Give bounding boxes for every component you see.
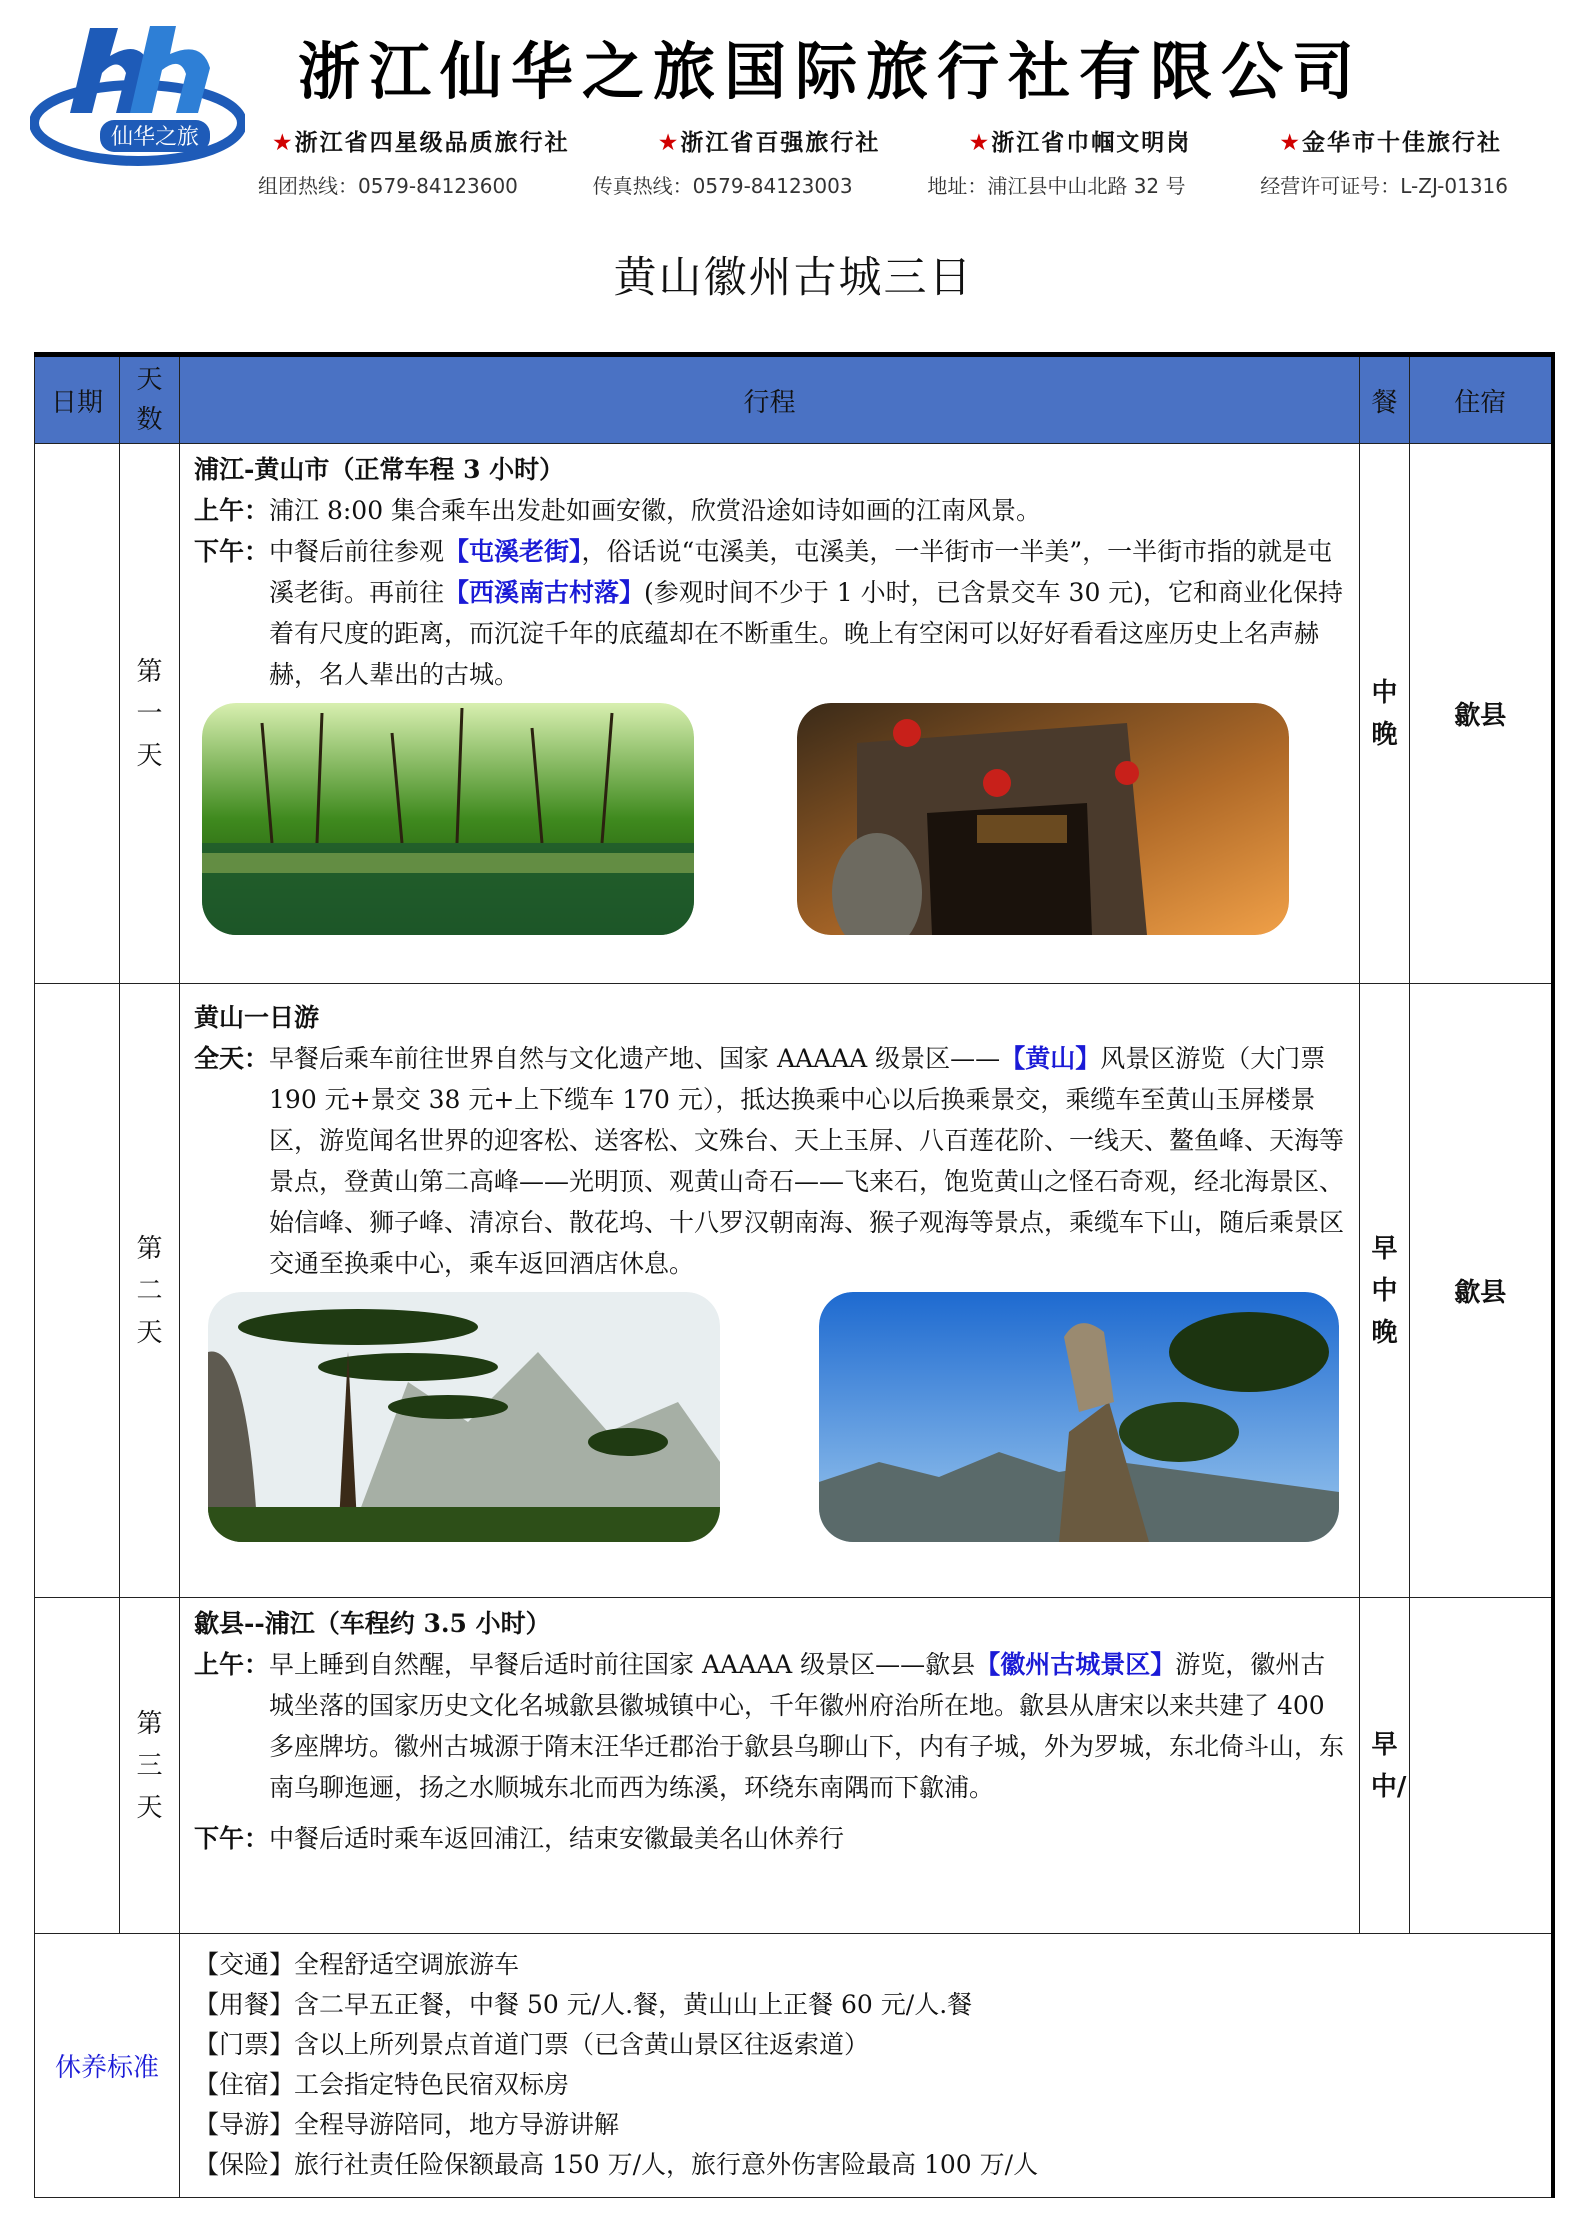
letterhead: [0, 0, 1587, 200]
day-label: 第二天: [120, 984, 180, 1598]
flying-rock-photo: [819, 1292, 1339, 1542]
day-meals: 早中/: [1360, 1598, 1410, 1934]
star-icon: ★: [657, 130, 681, 156]
attraction-xixinan-village: 【西溪南古村落】: [444, 578, 645, 607]
day-title: 浦江-黄山市（正常车程 3 小时）: [194, 455, 565, 484]
day-lodging: 歙县: [1410, 444, 1553, 984]
afternoon-label: 下午：: [194, 1824, 270, 1853]
day-lodging: [1410, 1598, 1553, 1934]
day-content: [180, 444, 1360, 984]
day1-photos: [194, 703, 1349, 935]
contact-fax: 传真热线：0579-84123003: [592, 174, 853, 198]
itinerary-table: [34, 352, 1555, 2198]
page-title: 黄山徽州古城三日: [613, 253, 974, 303]
table-row: [35, 444, 1553, 984]
morning-paragraph: 上午： 浦江 8:00 集合乘车出发赴如画安徽，欣赏沿途如诗如画的江南风景。: [194, 490, 1349, 531]
welcoming-pine-photo: [208, 1292, 720, 1542]
afternoon-label: 下午：: [194, 537, 270, 566]
attraction-tunxi-old-street: 【屯溪老街】: [444, 537, 582, 566]
standards-list: [180, 1934, 1553, 2198]
list-item: 【交通】全程舒适空调旅游车: [194, 1949, 520, 1979]
star-icon: ★: [1279, 130, 1302, 156]
company-name: 浙江仙华之旅国际旅行社有限公司: [298, 35, 1364, 108]
attraction-huizhou-old-town: 【徽州古城景区】: [975, 1650, 1176, 1679]
huizhou-gate-photo: [797, 703, 1289, 935]
honors-row: [272, 124, 1502, 157]
day-title: 歙县--浦江（车程约 3.5 小时）: [194, 1609, 551, 1638]
morning-paragraph: 上午： 早上睡到自然醒，早餐后适时前往国家 AAAAA 级景区——歙县【徽州古城景区】游览，徽州古城坐落的国家历史文化名城歙县徽城镇中心，千年徽州府治所在地。歙县从唐宋以来共建了 400 多座牌坊。徽州古城源于隋末汪华迁郡治于歙县乌聊山下，内有子城，外为罗城，东北倚斗山，东南乌聊迤逦，扬之水顺城东北而西为练溪，环绕东南隅而下歙浦。: [194, 1644, 1349, 1808]
header-lodging: 住宿: [1410, 355, 1553, 444]
honor-item: ★浙江省巾帼文明岗: [968, 130, 1192, 156]
afternoon-paragraph: 下午： 中餐后前往参观【屯溪老街】，俗话说“屯溪美，屯溪美，一半街市一半美”，一半街市指的就是屯溪老街。再前往【西溪南古村落】(参观时间不少于 1 小时，已含景交车 30 元)，它和商业化保持着有尺度的距离，而沉淀千年的底蕴却在不断重生。晚上有空闲可以好好看看这座历史上名声赫赫，名人辈出的古城。: [194, 531, 1349, 695]
contact-license: 经营许可证号：L-ZJ-01316: [1260, 174, 1508, 198]
attraction-huangshan: 【黄山】: [1000, 1044, 1101, 1073]
logo-text: 仙华之旅: [110, 125, 200, 150]
company-logo: [30, 18, 245, 168]
forest-lake-photo: [202, 703, 694, 935]
day-content: [180, 1598, 1360, 1934]
day-lodging: 歙县: [1410, 984, 1553, 1598]
day2-photos: [194, 1292, 1349, 1542]
star-icon: ★: [272, 130, 295, 156]
list-item: 【门票】含以上所列景点首道门票（已含黄山景区往返索道）: [194, 2029, 870, 2059]
morning-label: 上午：: [194, 1650, 270, 1679]
standards-row: [35, 1934, 1553, 2198]
table-header-row: [35, 355, 1553, 444]
allday-label: 全天：: [194, 1044, 270, 1073]
day-label: 第一天: [120, 444, 180, 984]
table-row: [35, 984, 1553, 1598]
day-meals: 中晚: [1360, 444, 1410, 984]
contact-address: 地址：浦江县中山北路 32 号: [927, 174, 1186, 198]
list-item: 【保险】旅行社责任险保额最高 150 万/人，旅行意外伤害险最高 100 万/人: [194, 2149, 1039, 2179]
table-row: [35, 1598, 1553, 1934]
honor-item: ★浙江省百强旅行社: [657, 130, 881, 156]
header-date: 日期: [35, 355, 120, 444]
contact-hotline: 组团热线：0579-84123600: [258, 174, 518, 198]
afternoon-paragraph: 下午： 中餐后适时乘车返回浦江，结束安徽最美名山休养行: [194, 1818, 1349, 1859]
header-itinerary: 行程: [180, 355, 1360, 444]
day-label: 第三天: [120, 1598, 180, 1934]
list-item: 【住宿】工会指定特色民宿双标房: [194, 2069, 570, 2099]
header-meals: 餐: [1360, 355, 1410, 444]
allday-paragraph: 全天： 早餐后乘车前往世界自然与文化遗产地、国家 AAAAA 级景区——【黄山】风景区游览（大门票 190 元+景交 38 元+上下缆车 170 元），抵达换乘中心以后换乘景交，乘缆车至黄山玉屏楼景区，游览闻名世界的迎客松、送客松、文殊台、天上玉屏、八百莲花阶、一线天、鳌鱼峰、天海等景点，登黄山第二高峰——光明顶、观黄山奇石——飞来石，饱览黄山之怪石奇观，经北海景区、始信峰、狮子峰、清凉台、散花坞、十八罗汉朝南海、猴子观海等景点，乘缆车下山，随后乘景区交通至换乘中心，乘车返回酒店休息。: [194, 1038, 1349, 1284]
header-day-count: 天数: [120, 355, 180, 444]
list-item: 【用餐】含二早五正餐，中餐 50 元/人.餐，黄山山上正餐 60 元/人.餐: [194, 1989, 973, 2019]
list-item: 【导游】全程导游陪同，地方导游讲解: [194, 2109, 620, 2139]
day-content: [180, 984, 1360, 1598]
honor-item: ★金华市十佳旅行社: [1279, 130, 1502, 156]
honor-item: ★浙江省四星级品质旅行社: [272, 130, 570, 156]
day-meals: 早中晚: [1360, 984, 1410, 1598]
contacts-row: [258, 170, 1508, 199]
morning-label: 上午：: [194, 496, 270, 525]
day-title: 黄山一日游: [194, 1003, 320, 1032]
standards-label: 休养标准: [35, 1934, 180, 2198]
star-icon: ★: [968, 130, 992, 156]
